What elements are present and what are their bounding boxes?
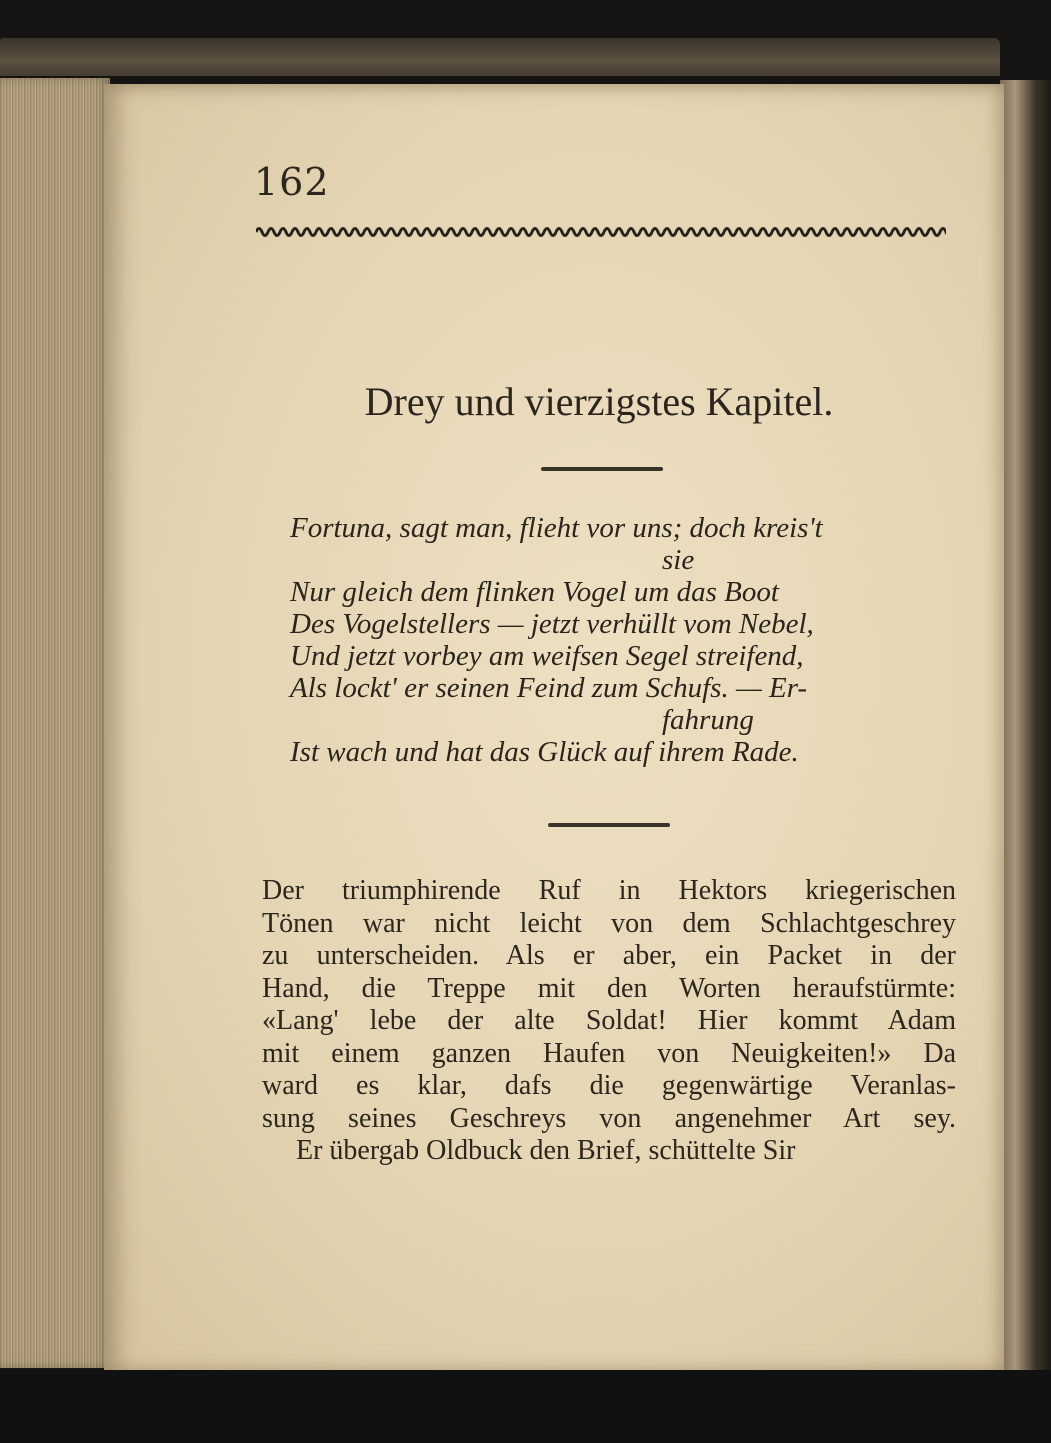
chapter-title: Drey und vierzigstes Kapitel. — [364, 379, 834, 424]
epigraph-line: sie — [662, 544, 695, 576]
epigraph-line: Fortuna, sagt man, flieht vor uns; doch kreis't — [290, 512, 823, 544]
body-line: mit einem ganzen Haufen von Neuigkeiten!» Da — [262, 1037, 956, 1069]
page-number: 162 — [254, 160, 330, 204]
page-edges — [0, 78, 110, 1368]
body-text — [262, 875, 956, 1168]
epigraph-line: Ist wach und hat das Glück auf ihrem Rade. — [290, 736, 799, 768]
divider-rule — [548, 823, 670, 827]
epigraph-line: fahrung — [662, 704, 754, 736]
epigraph-line: Des Vogelstellers — jetzt verhüllt vom Nebel, — [290, 608, 814, 640]
book-cover-right — [1000, 80, 1051, 1380]
body-line: zu unterscheiden. Als er aber, ein Packet in der — [262, 940, 956, 971]
body-line: «Lang' lebe der alte Soldat! Hier kommt Adam — [262, 1005, 956, 1036]
body-line: Er übergab Oldbuck den Brief, schüttelte Sir — [296, 1135, 796, 1166]
body-line: Hand, die Treppe mit den Worten heraufstürmte: — [262, 972, 956, 1004]
body-line: ward es klar, dafs die gegenwärtige Veranlas- — [262, 1070, 956, 1101]
background-shadow — [0, 1370, 1051, 1443]
divider-rule — [541, 467, 663, 471]
epigraph-line: Nur gleich dem flinken Vogel um das Boot — [290, 576, 779, 608]
body-line: Der triumphirende Ruf in Hektors kriegerischen — [262, 875, 956, 906]
epigraph-line: Als lockt' er seinen Feind zum Schufs. — Er- — [290, 672, 808, 704]
body-line: Tönen war nicht leicht von dem Schlachtgeschrey — [262, 907, 956, 939]
decorative-border-ornament — [256, 222, 946, 242]
book-cover-top — [0, 38, 1000, 76]
epigraph-line: Und jetzt vorbey am weifsen Segel streifend, — [290, 640, 804, 672]
epigraph — [290, 512, 950, 768]
body-line: sung seines Geschreys von angenehmer Art sey. — [262, 1102, 956, 1134]
